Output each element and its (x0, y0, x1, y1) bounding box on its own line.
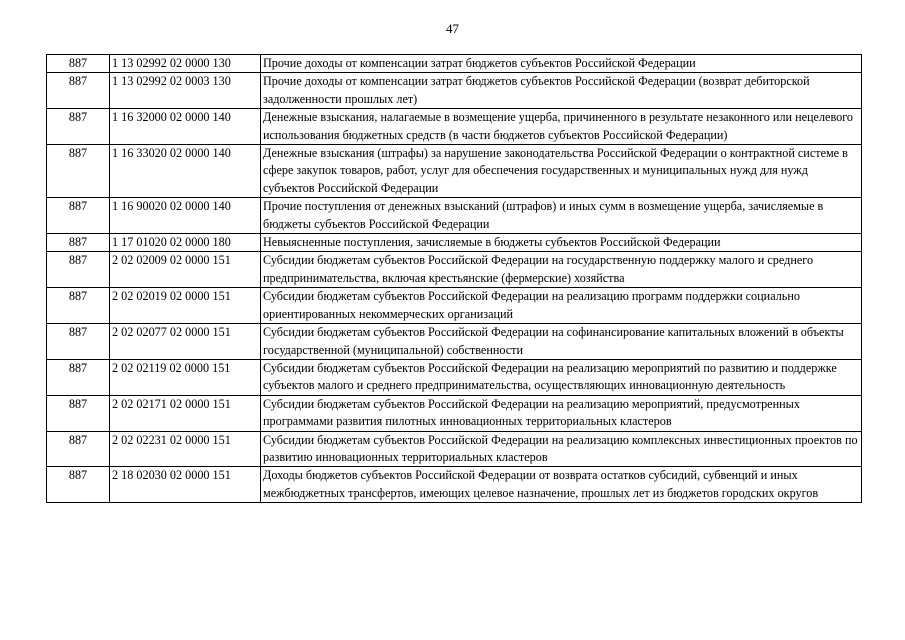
revenue-name-cell: Субсидии бюджетам субъектов Российской Федерации на реализацию мероприятий по развитию и поддержке субъектов малого и среднего предпринимательства, осуществляющих инновационную деятельность (261, 359, 862, 395)
admin-code-cell: 887 (47, 73, 110, 109)
classification-code-cell: 2 02 02171 02 0000 151 (110, 395, 261, 431)
admin-code-cell: 887 (47, 395, 110, 431)
classification-code-cell: 1 13 02992 02 0000 130 (110, 55, 261, 73)
table-row (47, 145, 862, 198)
revenue-name-cell: Субсидии бюджетам субъектов Российской Федерации на реализацию программ поддержки социально ориентированных некоммерческих организаций (261, 288, 862, 324)
classification-code-cell: 1 13 02992 02 0003 130 (110, 73, 261, 109)
admin-code-cell: 887 (47, 252, 110, 288)
budget-classification-table (46, 54, 862, 503)
table-row (47, 109, 862, 145)
classification-code-cell: 1 17 01020 02 0000 180 (110, 234, 261, 252)
revenue-name-cell: Прочие доходы от компенсации затрат бюджетов субъектов Российской Федерации (261, 55, 862, 73)
revenue-name-cell: Невыясненные поступления, зачисляемые в бюджеты субъектов Российской Федерации (261, 234, 862, 252)
admin-code-cell: 887 (47, 145, 110, 198)
table-row (47, 198, 862, 234)
table-row (47, 324, 862, 360)
admin-code-cell: 887 (47, 467, 110, 503)
revenue-name-cell: Доходы бюджетов субъектов Российской Федерации от возврата остатков субсидий, субвенций и иных межбюджетных трансфертов, имеющих целевое назначение, прошлых лет из бюджетов городских округов (261, 467, 862, 503)
classification-code-cell: 2 18 02030 02 0000 151 (110, 467, 261, 503)
revenue-name-cell: Субсидии бюджетам субъектов Российской Федерации на реализацию мероприятий, предусмотренных программами развития пилотных инновационных территориальных кластеров (261, 395, 862, 431)
classification-code-cell: 1 16 33020 02 0000 140 (110, 145, 261, 198)
table-row (47, 395, 862, 431)
classification-code-cell: 2 02 02077 02 0000 151 (110, 324, 261, 360)
revenue-name-cell: Денежные взыскания, налагаемые в возмещение ущерба, причиненного в результате незаконного или нецелевого использования бюджетных средств (в части бюджетов субъектов Российской Федерации) (261, 109, 862, 145)
table-row (47, 288, 862, 324)
revenue-name-cell: Денежные взыскания (штрафы) за нарушение законодательства Российской Федерации о контрактной системе в сфере закупок товаров, работ, услуг для обеспечения государственных и муниципальных нужд для нужд субъектов Российской Федерации (261, 145, 862, 198)
revenue-name-cell: Прочие поступления от денежных взысканий (штрафов) и иных сумм в возмещение ущерба, зачисляемые в бюджеты субъектов Российской Федерации (261, 198, 862, 234)
table-row (47, 73, 862, 109)
classification-code-cell: 2 02 02019 02 0000 151 (110, 288, 261, 324)
admin-code-cell: 887 (47, 359, 110, 395)
page-number: 47 (446, 21, 459, 36)
admin-code-cell: 887 (47, 109, 110, 145)
table-row (47, 359, 862, 395)
table-row (47, 252, 862, 288)
classification-code-cell: 1 16 90020 02 0000 140 (110, 198, 261, 234)
table-row (47, 55, 862, 73)
classification-code-cell: 1 16 32000 02 0000 140 (110, 109, 261, 145)
table-row (47, 431, 862, 467)
table-row (47, 467, 862, 503)
classification-code-cell: 2 02 02231 02 0000 151 (110, 431, 261, 467)
revenue-name-cell: Субсидии бюджетам субъектов Российской Федерации на государственную поддержку малого и среднего предпринимательства, включая крестьянские (фермерские) хозяйства (261, 252, 862, 288)
admin-code-cell: 887 (47, 324, 110, 360)
admin-code-cell: 887 (47, 55, 110, 73)
classification-code-cell: 2 02 02009 02 0000 151 (110, 252, 261, 288)
admin-code-cell: 887 (47, 234, 110, 252)
admin-code-cell: 887 (47, 198, 110, 234)
admin-code-cell: 887 (47, 288, 110, 324)
revenue-name-cell: Субсидии бюджетам субъектов Российской Федерации на софинансирование капитальных вложений в объекты государственной (муниципальной) собственности (261, 324, 862, 360)
admin-code-cell: 887 (47, 431, 110, 467)
table-row (47, 234, 862, 252)
revenue-name-cell: Прочие доходы от компенсации затрат бюджетов субъектов Российской Федерации (возврат дебиторской задолженности прошлых лет) (261, 73, 862, 109)
classification-code-cell: 2 02 02119 02 0000 151 (110, 359, 261, 395)
revenue-name-cell: Субсидии бюджетам субъектов Российской Федерации на реализацию комплексных инвестиционных проектов по развитию инновационных территориальных кластеров (261, 431, 862, 467)
